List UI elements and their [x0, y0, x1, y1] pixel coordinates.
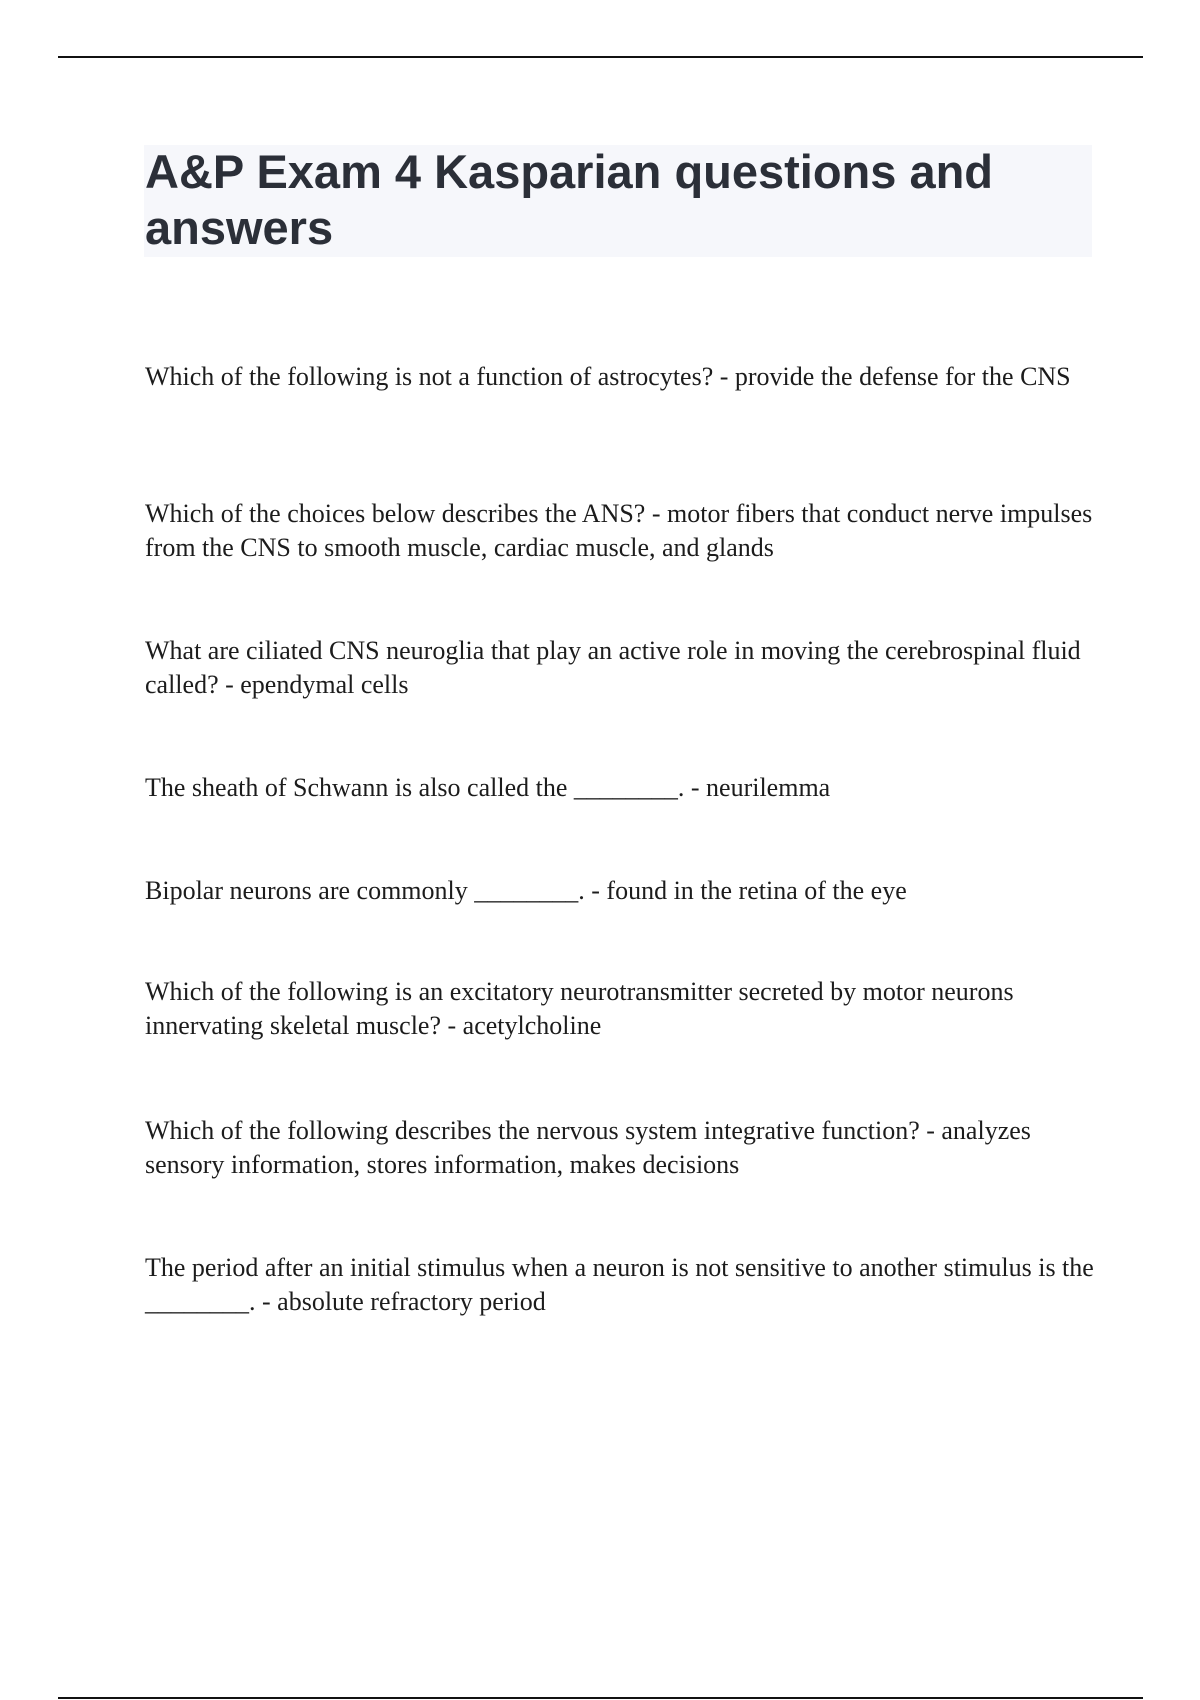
qa-item: The sheath of Schwann is also called the ________. - neurilemma [145, 773, 831, 802]
bottom-rule [58, 1697, 1143, 1699]
qa-item: Which of the following is not a function of astrocytes? - provide the defense for the CNS [145, 362, 1071, 391]
qa-item: The period after an initial stimulus when a neuron is not sensitive to another stimulus is the ________. - absolute refractory period [145, 1253, 1094, 1316]
qa-item: Which of the following describes the nervous system integrative function? - analyzes sensory information, stores information, makes decisions [145, 1116, 1031, 1179]
qa-item: What are ciliated CNS neuroglia that play an active role in moving the cerebrospinal fluid called? - ependymal cells [145, 636, 1081, 699]
qa-item: Which of the following is an excitatory neurotransmitter secreted by motor neurons innervating skeletal muscle? - acetylcholine [145, 977, 1014, 1040]
top-rule [58, 56, 1143, 58]
qa-item: Bipolar neurons are commonly ________. - found in the retina of the eye [145, 876, 907, 905]
document-title: A&P Exam 4 Kasparian questions and answers [145, 145, 994, 254]
qa-item: Which of the choices below describes the ANS? - motor fibers that conduct nerve impulses from the CNS to smooth muscle, cardiac muscle, and glands [145, 499, 1093, 562]
